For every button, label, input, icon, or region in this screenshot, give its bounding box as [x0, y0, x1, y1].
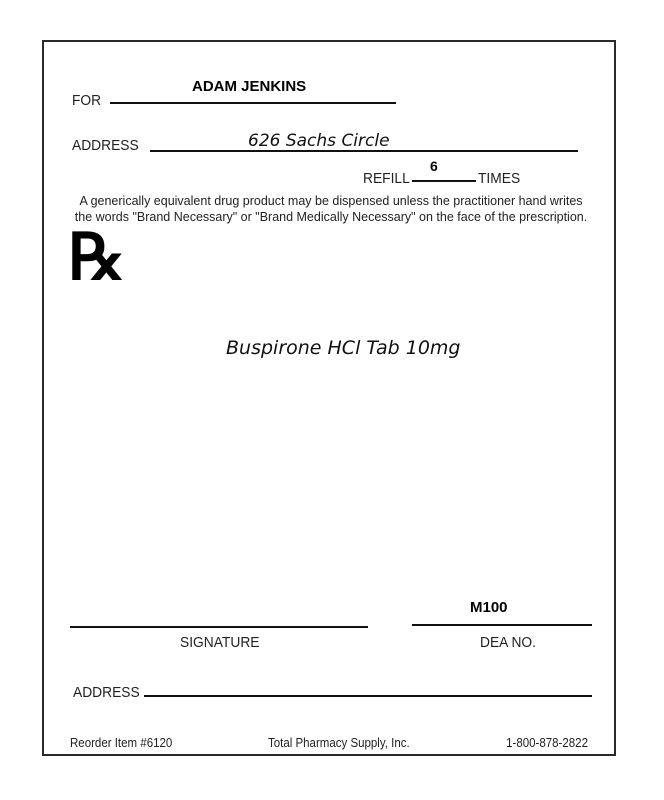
- for-line: [110, 102, 396, 104]
- prescriber-address-label: ADDRESS: [73, 684, 140, 701]
- patient-address: 626 Sachs Circle: [248, 131, 390, 151]
- company-name: Total Pharmacy Supply, Inc.: [268, 736, 410, 750]
- generic-substitution-notice: [44, 193, 618, 225]
- patient-name: ADAM JENKINS: [192, 78, 307, 95]
- address-line: [150, 150, 578, 152]
- notice-line-1: A generically equivalent drug product may be dispensed unless the practitioner hand writes: [79, 194, 583, 208]
- dea-label: DEA NO.: [480, 634, 536, 651]
- phone-number: 1-800-878-2822: [506, 736, 588, 750]
- prescriber-address-line: [144, 695, 592, 697]
- for-label: FOR: [72, 92, 102, 109]
- dea-line: [412, 624, 592, 626]
- times-label: TIMES: [478, 170, 521, 187]
- address-label: ADDRESS: [72, 137, 139, 154]
- reorder-item: Reorder Item #6120: [70, 736, 173, 750]
- dea-number: M100: [470, 599, 508, 616]
- signature-label: SIGNATURE: [180, 634, 260, 651]
- refill-line: [412, 180, 476, 182]
- rx-symbol: ℞: [68, 220, 126, 295]
- refill-count: 6: [430, 158, 438, 174]
- medication-text: Buspirone HCl Tab 10mg: [226, 337, 461, 359]
- refill-label: REFILL: [363, 170, 410, 187]
- notice-line-2: the words "Brand Necessary" or "Brand Medically Necessary" on the face of the prescription.: [74, 210, 588, 224]
- signature-line: [70, 626, 368, 628]
- prescription-form: [42, 40, 616, 756]
